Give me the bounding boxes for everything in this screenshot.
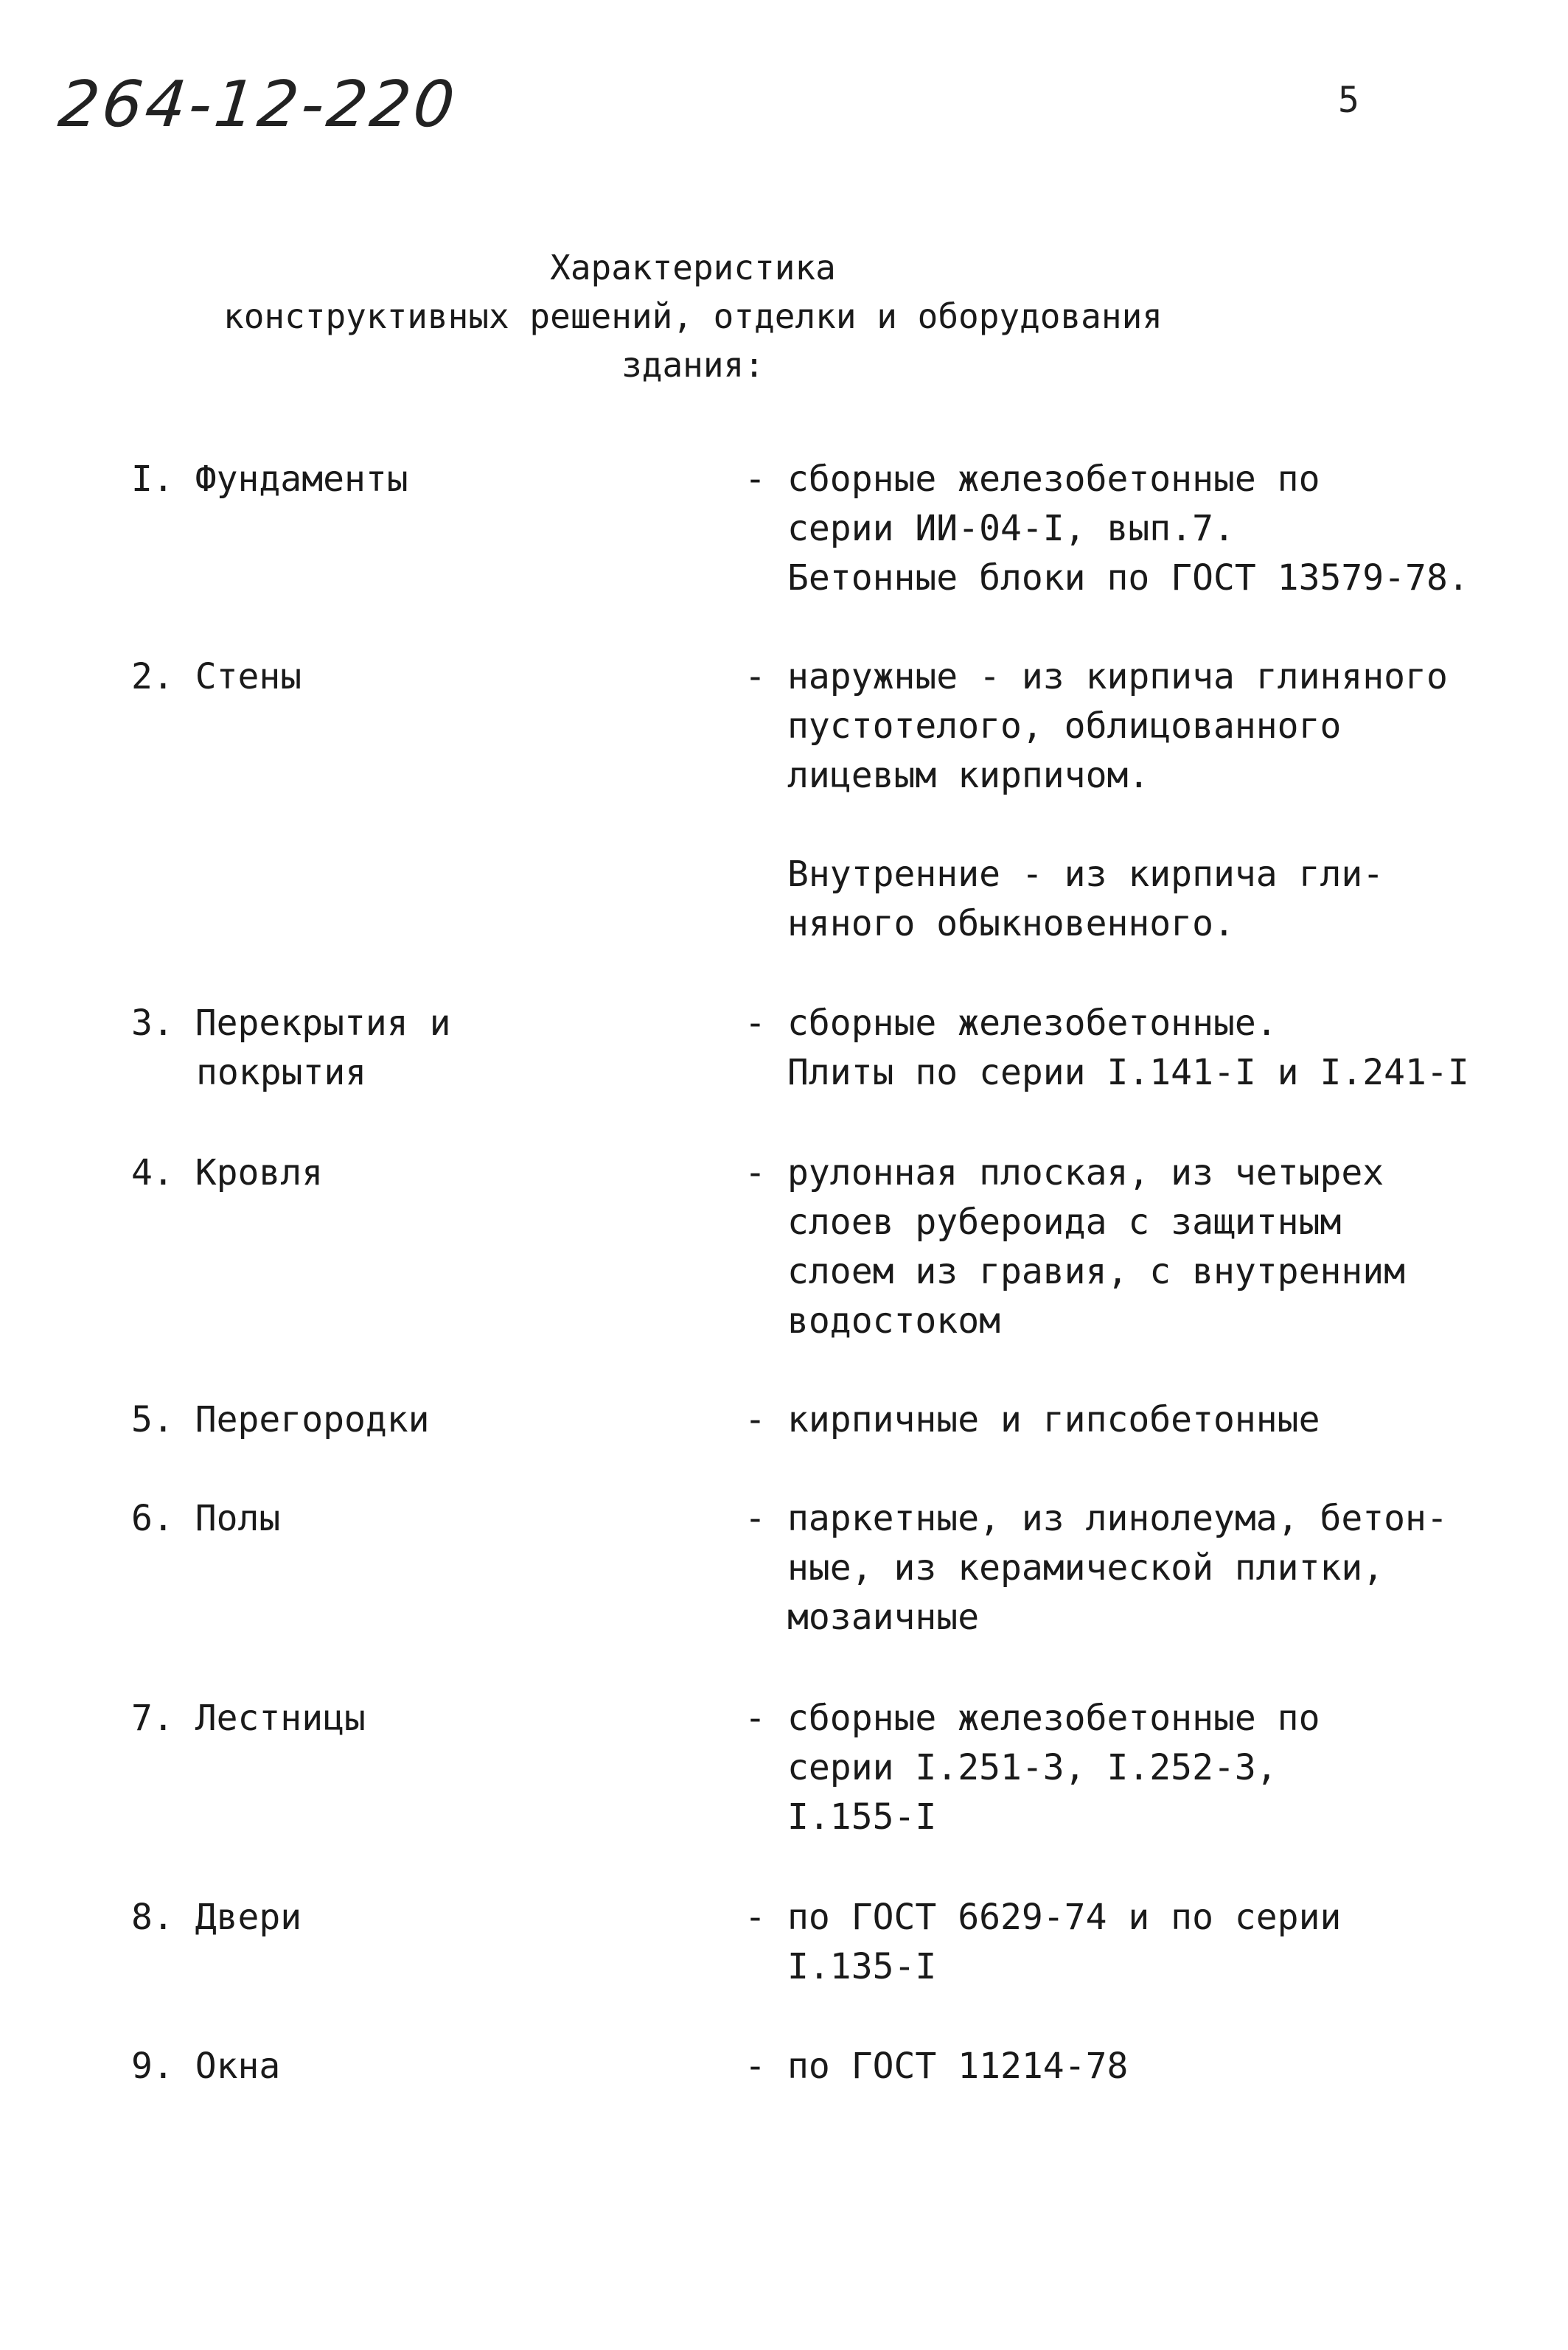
desc-line: сборные железобетонные.: [787, 1003, 1278, 1044]
item-label-roofing: 4. Кровля: [131, 1152, 324, 1193]
dash: -: [745, 1498, 766, 1539]
dash: -: [745, 1152, 766, 1193]
dash: -: [745, 1897, 766, 1938]
desc-line: I.135-I: [787, 1946, 937, 1987]
item-label-floors-roofs: 3. Перекрытия и покрытия: [131, 1003, 451, 1093]
item-desc-roofing: [745, 1148, 1405, 1346]
desc-line: лицевым кирпичом.: [787, 755, 1150, 796]
desc-line: ные, из керамической плитки,: [787, 1547, 1384, 1589]
desc-line: паркетные, из линолеума, бетон-: [787, 1498, 1448, 1539]
item-desc-partitions: [745, 1395, 1320, 1445]
item-label-foundations: I. Фундаменты: [131, 459, 408, 500]
desc-line: по ГОСТ 6629-74 и по серии: [787, 1897, 1342, 1938]
desc-line: Внутренние - из кирпича гли-: [787, 854, 1384, 895]
desc-line: серии ИИ-04-I, вып.7.: [787, 508, 1235, 549]
document-code: 264-12-220: [55, 68, 461, 142]
title-line: здания:: [621, 345, 764, 385]
desc-line: кирпичные и гипсобетонные: [787, 1399, 1320, 1440]
desc-line: Плиты по серии I.141-I и I.241-I: [787, 1052, 1469, 1093]
desc-line: рулонная плоская, из четырех: [787, 1152, 1384, 1193]
desc-line: I.155-I: [787, 1796, 937, 1838]
desc-line: наружные - из кирпича глиняного: [787, 656, 1448, 697]
desc-line: по ГОСТ 11214-78: [787, 2046, 1129, 2087]
item-label-walls: 2. Стены: [131, 656, 302, 697]
item-label-floors: 6. Полы: [131, 1498, 281, 1539]
item-desc-floors: [745, 1494, 1448, 1642]
desc-line: серии I.251-3, I.252-3,: [787, 1747, 1278, 1788]
desc-line: няного обыкновенного.: [787, 903, 1235, 944]
item-label-doors: 8. Двери: [131, 1897, 302, 1938]
item-label-windows: 9. Окна: [131, 2046, 281, 2087]
item-desc-walls: [745, 652, 1448, 949]
desc-line: мозаичные: [787, 1597, 980, 1638]
dash: -: [745, 1698, 766, 1739]
item-label-stairs: 7. Лестницы: [131, 1698, 366, 1739]
item-desc-doors: [745, 1893, 1341, 1992]
desc-line: пустотелого, облицованного: [787, 705, 1342, 747]
item-desc-windows: [745, 2042, 1128, 2091]
desc-line: водостоком: [787, 1300, 1000, 1342]
dash: -: [745, 2046, 766, 2087]
desc-line: сборные железобетонные по: [787, 1698, 1320, 1739]
dash: -: [745, 1399, 766, 1440]
item-desc-floors-roofs: [745, 999, 1469, 1098]
dash: -: [745, 1003, 766, 1044]
page-number: 5: [1338, 80, 1359, 121]
desc-line: слоем из гравия, с внутренним: [787, 1251, 1406, 1292]
dash: -: [745, 656, 766, 697]
item-label-partitions: 5. Перегородки: [131, 1399, 430, 1440]
desc-line: сборные железобетонные по: [787, 459, 1320, 500]
desc-line: Бетонные блоки по ГОСТ 13579-78.: [787, 557, 1469, 599]
desc-line: слоев рубероида с защитным: [787, 1202, 1342, 1243]
title-line: конструктивных решений, отделки и оборудования: [223, 296, 1163, 336]
item-desc-foundations: [745, 455, 1469, 603]
page-title: [0, 243, 1386, 389]
dash: -: [745, 459, 766, 500]
title-line: Характеристика: [550, 248, 836, 287]
item-desc-stairs: [745, 1694, 1320, 1842]
